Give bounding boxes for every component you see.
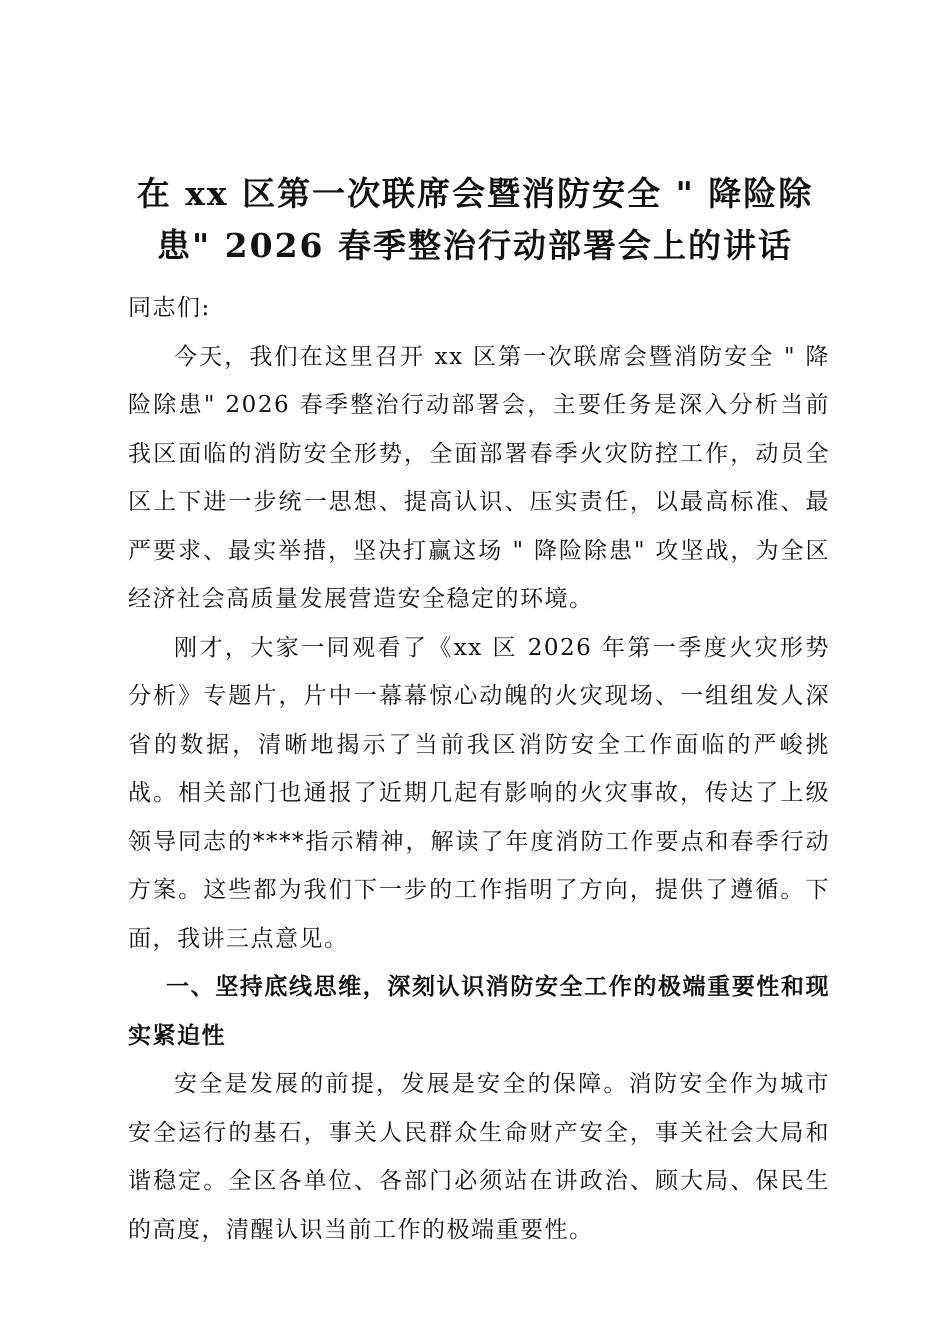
document-title <box>110 168 840 272</box>
section-1-paragraph: 安全是发展的前提，发展是安全的保障。消防安全作为城市安全运行的基石，事关人民群众生命财产安全，事关社会大局和谐稳定。全区各单位、各部门必须站在讲政治、顾大局、保民生的高度，清醒认识当前工作的极端重要性。 <box>128 1071 830 1243</box>
section-heading-1: 一、坚持底线思维，深刻认识消防安全工作的极端重要性和现实紧迫性 <box>128 973 830 1049</box>
title-line-1: 在 xx 区第一次联席会暨消防安全 " 降险除 <box>136 174 814 213</box>
salutation: 同志们: <box>128 295 211 321</box>
paragraph-review: 刚才，大家一同观看了《xx 区 2026 年第一季度火灾形势分析》专题片，片中一幕幕惊心动魄的火灾现场、一组组发人深省的数据，清晰地揭示了当前我区消防安全工作面临的严峻挑战。相关部门也通报了近期几起有影响的火灾事故，传达了上级领导同志的****指示精神，解读了年度消防工作要点和春季行动方案。这些都为我们下一步的工作指明了方向，提供了遵循。下面，我讲三点意见。 <box>128 634 830 952</box>
paragraph-opening: 今天，我们在这里召开 xx 区第一次联席会暨消防安全 " 降险除患" 2026 春季整治行动部署会，主要任务是深入分析当前我区面临的消防安全形势，全面部署春季火灾防控工作，动员全区上下进一步统一思想、提高认识、压实责任，以最高标准、最严要求、最实举措，坚决打赢这场 " 降险除患" 攻坚战，为全区经济社会高质量发展营造安全稳定的环境。 <box>128 343 830 612</box>
document-body <box>128 284 830 1254</box>
title-line-2: 患" 2026 春季整治行动部署会上的讲话 <box>156 226 794 265</box>
